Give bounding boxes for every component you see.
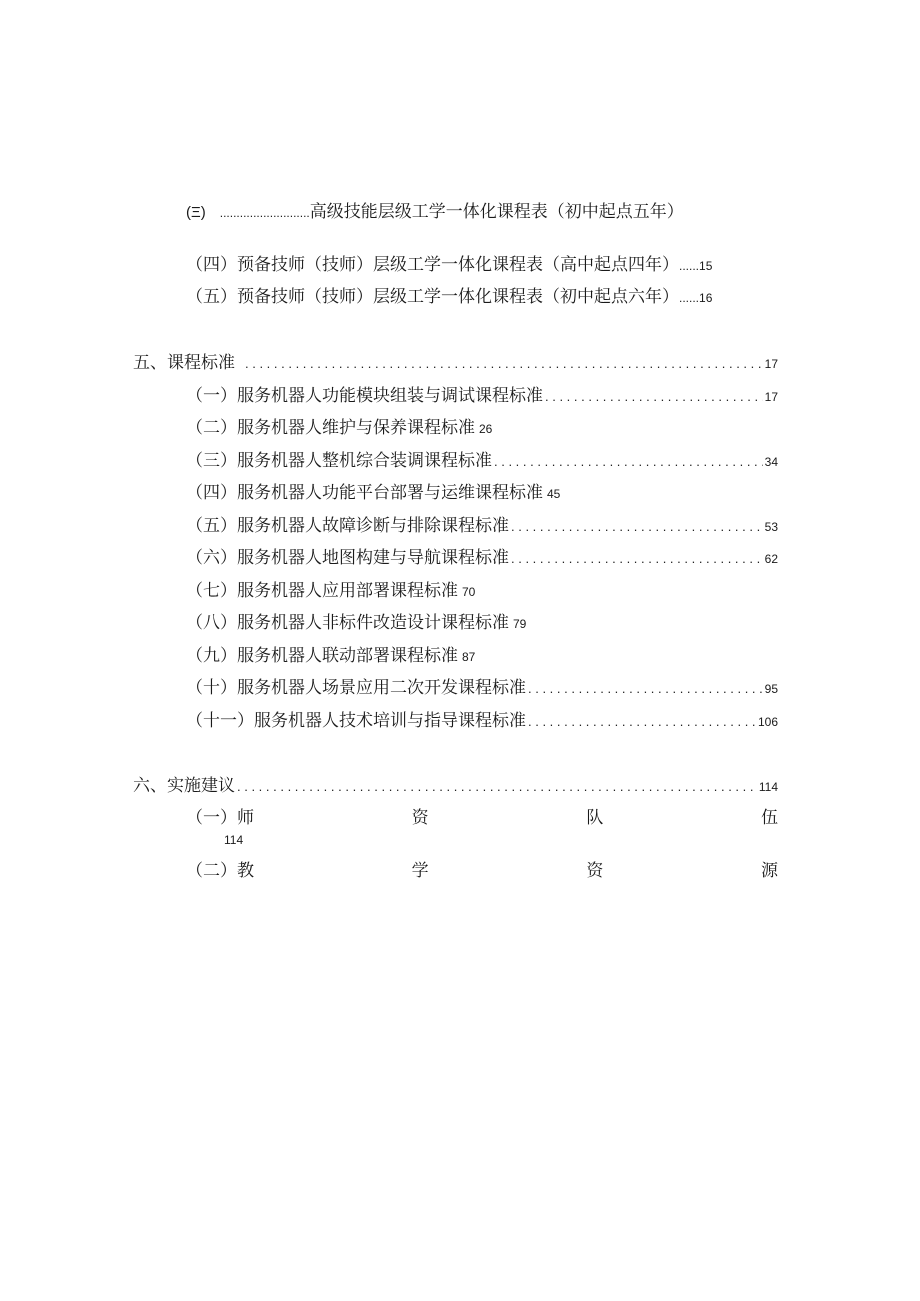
toc-entry-title: 预备技师（技师）层级工学一体化课程表（高中起点四年） bbox=[237, 255, 679, 275]
toc-section-5[interactable] bbox=[133, 351, 778, 375]
toc-item-5-4[interactable] bbox=[186, 481, 560, 505]
toc-page-number: 17 bbox=[764, 390, 778, 404]
toc-entry-prefix: （四） bbox=[186, 255, 237, 275]
toc-item-5-2[interactable] bbox=[186, 416, 492, 440]
toc-item-label: （四）服务机器人功能平台部署与运维课程标准 bbox=[186, 483, 543, 503]
toc-page-number: 15 bbox=[699, 259, 713, 273]
toc-item-label: （一）服务机器人功能模块组装与调试课程标准 bbox=[186, 386, 543, 406]
toc-page-number: 17 bbox=[764, 357, 778, 371]
toc-item-5-7[interactable] bbox=[186, 579, 475, 603]
toc-item-6-1[interactable] bbox=[186, 806, 778, 830]
toc-item-label: （九）服务机器人联动部署课程标准 bbox=[186, 646, 458, 666]
toc-item-5-6[interactable] bbox=[186, 546, 778, 570]
toc-page-number: 87 bbox=[462, 650, 476, 664]
toc-item-5-11[interactable] bbox=[186, 709, 778, 733]
toc-page-number: 16 bbox=[699, 291, 713, 305]
toc-leader bbox=[237, 775, 757, 799]
toc-item-label: （六）服务机器人地图构建与导航课程标准 bbox=[186, 548, 509, 568]
toc-leader: ........................... bbox=[219, 206, 310, 220]
toc-entry-title: 预备技师（技师）层级工学一体化课程表（初中起点六年） bbox=[237, 287, 679, 307]
toc-item-label: （八）服务机器人非标件改造设计课程标准 bbox=[186, 613, 509, 633]
toc-leader bbox=[511, 547, 763, 571]
toc-item-5-8[interactable] bbox=[186, 611, 526, 635]
toc-entry-title: 高级技能层级工学一体化课程表（初中起点五年） bbox=[309, 202, 684, 222]
toc-item-char: （二）教 bbox=[186, 861, 254, 881]
toc-page-number: 95 bbox=[764, 682, 778, 696]
toc-item-char: 学 bbox=[411, 861, 429, 881]
toc-page-number: 45 bbox=[547, 487, 561, 501]
toc-item-char: （一）师 bbox=[186, 808, 254, 828]
toc-item-label: （三）服务机器人整机综合装调课程标准 bbox=[186, 451, 492, 471]
toc-leader bbox=[511, 515, 763, 539]
toc-page-number: 53 bbox=[764, 520, 778, 534]
toc-leader: ...... bbox=[679, 259, 700, 273]
toc-page-number: 79 bbox=[513, 617, 527, 631]
toc-section-6[interactable] bbox=[133, 774, 778, 798]
toc-item-5-9[interactable] bbox=[186, 644, 475, 668]
toc-item-5-10[interactable] bbox=[186, 676, 778, 700]
section-heading: 六、实施建议 bbox=[133, 776, 235, 796]
toc-leader bbox=[545, 385, 763, 409]
toc-entry-4[interactable] bbox=[186, 253, 712, 277]
toc-page-number: 26 bbox=[479, 422, 493, 436]
toc-page-number: 114 bbox=[224, 833, 244, 847]
toc-item-char: 伍 bbox=[760, 808, 778, 828]
toc-entry-prefix: （五） bbox=[186, 287, 237, 307]
toc-item-char: 资 bbox=[411, 808, 429, 828]
toc-item-char: 队 bbox=[586, 808, 604, 828]
toc-entry-3[interactable] bbox=[186, 200, 776, 224]
toc-item-label: （十）服务机器人场景应用二次开发课程标准 bbox=[186, 678, 526, 698]
toc-page-number: 70 bbox=[462, 585, 476, 599]
toc-leader bbox=[245, 352, 763, 376]
toc-item-label: （七）服务机器人应用部署课程标准 bbox=[186, 581, 458, 601]
toc-item-char: 资 bbox=[586, 861, 604, 881]
toc-item-char: 源 bbox=[760, 861, 778, 881]
toc-leader bbox=[528, 710, 756, 734]
toc-entry-prefix: (Ξ) bbox=[186, 204, 206, 221]
toc-item-5-1[interactable] bbox=[186, 384, 778, 408]
toc-page-number: 34 bbox=[764, 455, 778, 469]
toc-item-6-2[interactable] bbox=[186, 859, 778, 883]
toc-leader bbox=[494, 450, 763, 474]
toc-leader: ...... bbox=[679, 291, 700, 305]
section-heading: 五、课程标准 bbox=[133, 353, 235, 373]
toc-page-number: 106 bbox=[757, 715, 778, 729]
toc-item-label: （二）服务机器人维护与保养课程标准 bbox=[186, 418, 475, 438]
toc-page-number: 114 bbox=[758, 780, 778, 794]
toc-item-5-5[interactable] bbox=[186, 514, 778, 538]
toc-item-5-3[interactable] bbox=[186, 449, 778, 473]
toc-entry-5[interactable] bbox=[186, 285, 712, 309]
toc-item-label: （十一）服务机器人技术培训与指导课程标准 bbox=[186, 711, 526, 731]
toc-item-label: （五）服务机器人故障诊断与排除课程标准 bbox=[186, 516, 509, 536]
toc-leader bbox=[528, 677, 763, 701]
toc-page-number: 62 bbox=[764, 552, 778, 566]
